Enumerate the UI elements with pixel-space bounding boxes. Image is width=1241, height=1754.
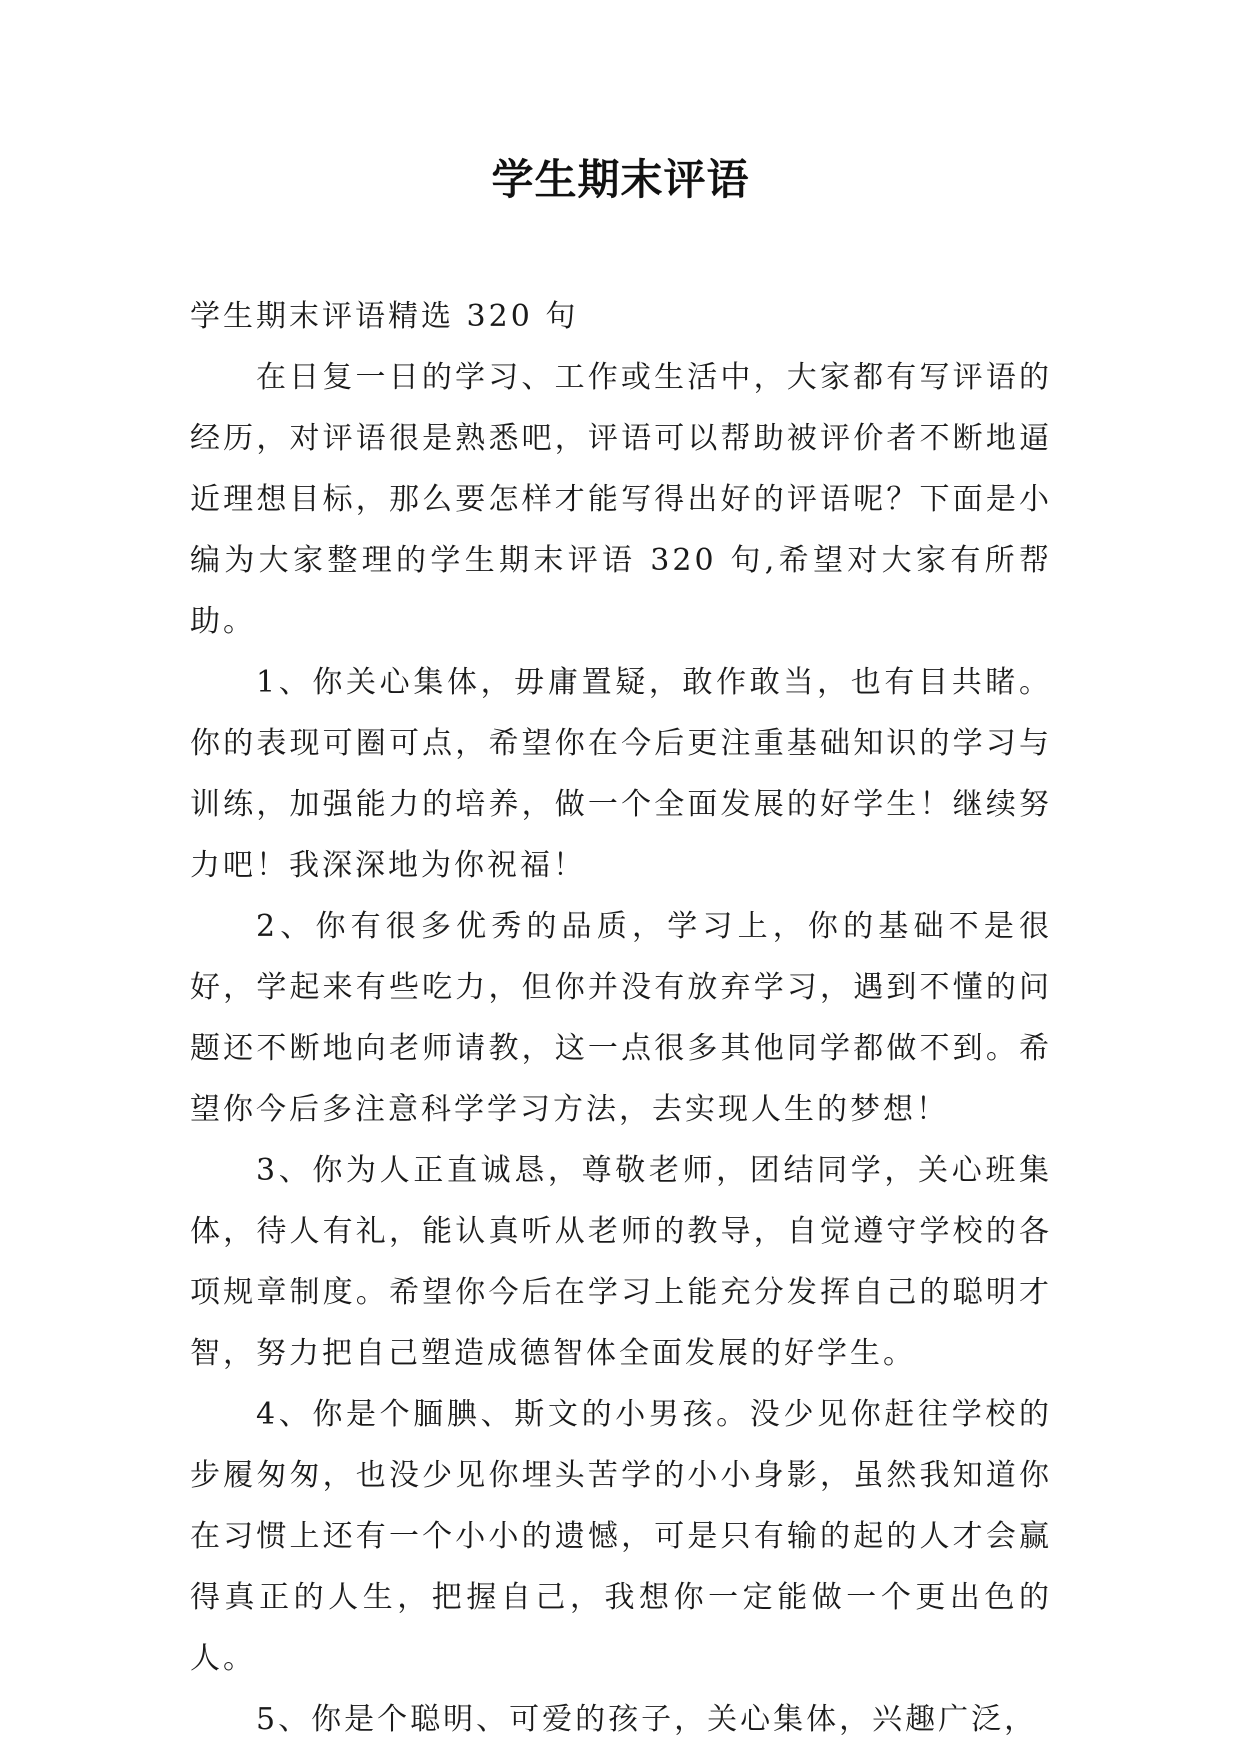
comment-item-3: 3、你为人正直诚恳，尊敬老师，团结同学，关心班集体，待人有礼，能认真听从老师的教导，自觉遵守学校的各项规章制度。希望你今后在学习上能充分发挥自己的聪明才智，努力把自己塑造成德智体全面发展的好学生。 [190,1153,1052,1371]
document-body [190,286,1052,1750]
document-subtitle: 学生期末评语精选 320 句 [190,299,579,334]
intro-paragraph: 在日复一日的学习、工作或生活中，大家都有写评语的经历，对评语很是熟悉吧，评语可以帮助被评价者不断地逼近理想目标，那么要怎样才能写得出好的评语呢？下面是小编为大家整理的学生期末评语 320 句,希望对大家有所帮助。 [190,360,1052,639]
document-title: 学生期末评语 [491,155,750,204]
comment-item-2: 2、你有很多优秀的品质，学习上，你的基础不是很好，学起来有些吃力，但你并没有放弃学习，遇到不懂的问题还不断地向老师请教，这一点很多其他同学都做不到。希望你今后多注意科学学习方法，去实现人生的梦想！ [190,909,1052,1127]
comment-item-1: 1、你关心集体，毋庸置疑，敢作敢当，也有目共睹。你的表现可圈可点，希望你在今后更注重基础知识的学习与训练，加强能力的培养，做一个全面发展的好学生！继续努力吧！我深深地为你祝福！ [190,665,1052,883]
comment-item-5: 5、你是个聪明、可爱的孩子，关心集体，兴趣广泛， [256,1702,1038,1737]
comment-item-4: 4、你是个腼腆、斯文的小男孩。没少见你赶往学校的步履匆匆，也没少见你埋头苦学的小小身影，虽然我知道你在习惯上还有一个小小的遗憾，可是只有输的起的人才会赢得真正的人生，把握自己，我想你一定能做一个更出色的人。 [190,1397,1052,1676]
